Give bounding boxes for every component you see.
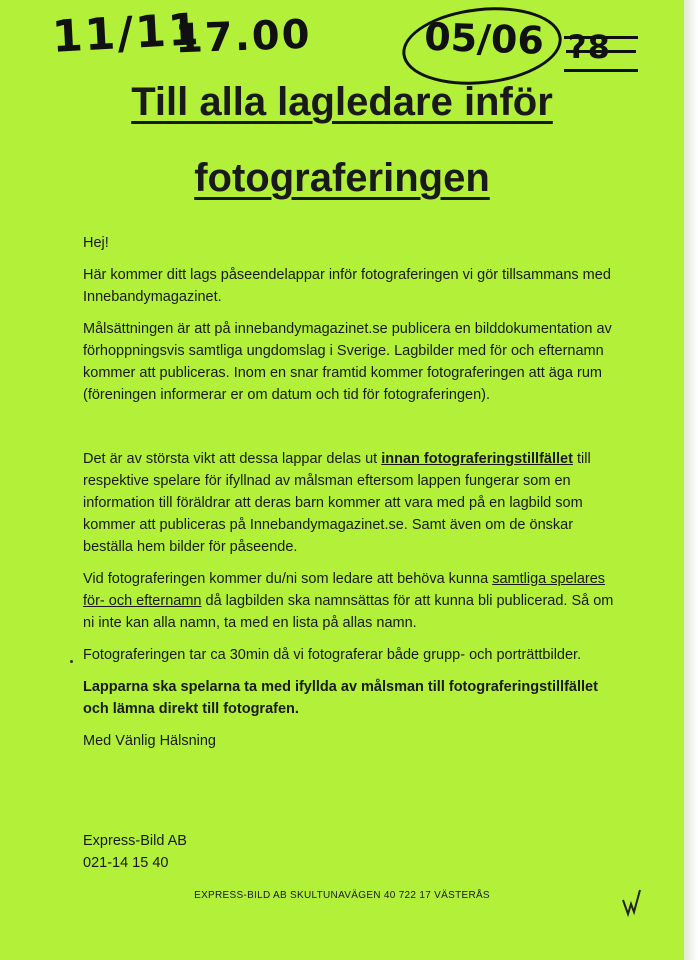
closing: Med Vänlig Hälsning <box>83 733 216 749</box>
scan-edge <box>684 0 698 960</box>
title-line2-text: fotograferingen <box>194 156 490 200</box>
greeting: Hej! <box>83 235 109 251</box>
paragraph-names <box>83 568 623 634</box>
p4-text-c: då lagbilden ska namnsättas för att kunna bli publicerad. Så om ni inte kan alla namn, ta med en lista på allas namn. <box>83 593 614 631</box>
p3-text-a: Det är av största vikt att dessa lappar delas ut <box>83 451 382 467</box>
company-info <box>83 830 187 874</box>
company-phone: 021-14 15 40 <box>83 855 169 871</box>
company-name: Express-Bild AB <box>83 833 187 849</box>
paragraph-intro: Här kommer ditt lags påseendelappar inför fotograferingen vi gör tillsammans med Innebandymagazinet. <box>83 267 611 305</box>
circled-number-text: 05/06 <box>423 14 545 63</box>
page-title-line1 <box>0 80 684 125</box>
p3-emphasis: innan fotograferingstillfället <box>381 451 573 467</box>
p3-text-c: till respektive spelare för ifyllnad av målsman eftersom lappen fungerar som en information till föräldrar att deras barn kommer att vara med på en lagbild som kommer att publiceras på Innebandymagazinet.se. Samt även om de önskar beställa hem bilder för påseende. <box>83 451 591 555</box>
signature-mark-icon <box>620 888 644 918</box>
p4-text-a: Vid fotograferingen kommer du/ni som ledare att behöva kunna <box>83 571 493 587</box>
crossed-number-text: ?8 <box>568 28 611 66</box>
handwritten-crossed-number <box>568 28 638 68</box>
paragraph-duration: Fotograferingen tar ca 30min då vi fotograferar både grupp- och porträttbilder. <box>83 647 582 663</box>
p4-emphasis: samtliga spelares för- och efternamn <box>83 571 606 609</box>
page-title-line2 <box>0 156 684 201</box>
strike-lines <box>564 36 638 72</box>
title-line1-text: Till alla lagledare inför <box>131 80 553 124</box>
paragraph-distribution <box>83 448 623 558</box>
handwritten-time: 17.00 <box>174 11 313 63</box>
paragraph-instruction: Lapparna ska spelarna ta med ifyllda av målsman till fotograferingstillfället och lämna direkt till fotografen. <box>83 679 598 717</box>
footer-address: EXPRESS-BILD AB SKULTUNAVÄGEN 40 722 17 VÄSTERÅS <box>194 890 490 901</box>
strike-mid-line <box>566 50 636 53</box>
letter-body <box>83 232 623 762</box>
handwritten-date: 11/11 <box>50 4 202 63</box>
ink-dot <box>70 660 73 663</box>
paragraph-goal: Målsättningen är att på innebandymagazinet.se publicera en bilddokumentation av förhoppningsvis samtliga ungdomslag i Sverige. Lagbilder med för och efternamn kommer att publiceras. Inom en snar framtid kommer fotograferingen att äga rum (föreningen informerar er om datum och tid för fotograferingen). <box>83 321 612 403</box>
